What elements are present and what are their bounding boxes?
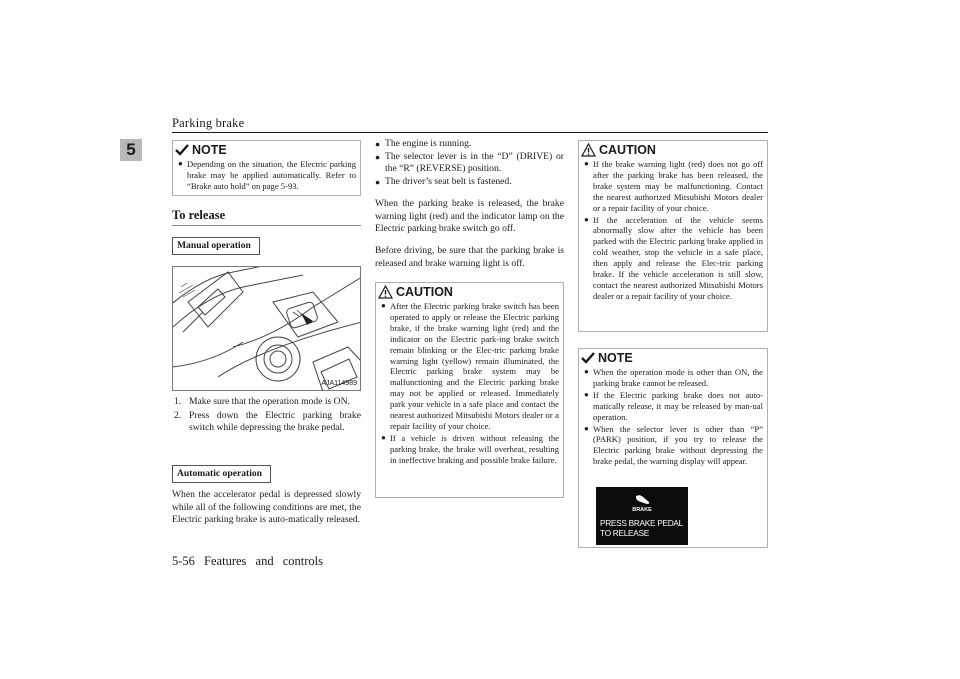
note-item: ● Depending on the situation, the Electric parking brake may be applied automatically. Refer to “Brake auto hold” on page 5-93. <box>178 159 356 191</box>
page-number: 5-56 <box>172 554 195 568</box>
note-label: NOTE <box>598 351 633 365</box>
note-item: ● If the Electric parking brake does not auto-matically release, it may be released by man-ual operation. <box>584 389 763 422</box>
caution-triangle-icon <box>378 285 393 299</box>
caution-triangle-icon <box>581 143 596 157</box>
switch-figure <box>172 266 361 391</box>
chapter-number: 5 <box>126 140 136 159</box>
bullet-dot-icon: ● <box>375 151 381 162</box>
section-rule <box>172 225 361 226</box>
bullet-dot-icon: ● <box>584 389 589 399</box>
list-item: ● The selector lever is in the “D” (DRIVE) or the “R” (REVERSE) position. <box>375 150 564 175</box>
display-message-line1: PRESS BRAKE PEDAL <box>600 518 683 528</box>
note-check-icon <box>175 143 189 157</box>
section-heading-release: To release <box>172 208 226 222</box>
parking-switch-illustration <box>173 267 361 391</box>
page-footer <box>172 554 323 569</box>
caution-item: ● If the brake warning light (red) does not go off after the parking brake has been released, the brake system may be malfunctioning. Contact the nearest authorized Mitsubishi Motors dealer or a repair facility of your choice. <box>584 159 763 213</box>
release-paragraph: When the parking brake is released, the brake warning light (red) and the indicator lamp on the Electric parking brake switch go off. <box>375 198 564 235</box>
list-item: ● The engine is running. <box>375 138 472 149</box>
brake-warning-display <box>596 487 688 545</box>
display-message-line2: TO RELEASE <box>600 528 649 538</box>
note-label: NOTE <box>192 143 227 157</box>
steps-list <box>172 396 361 435</box>
note-item: ● When the operation mode is other than ON, the parking brake cannot be released. <box>584 367 763 388</box>
bullet-dot-icon: ● <box>584 159 589 168</box>
manual-operation-label: Manual operation <box>172 237 260 255</box>
display-icon-label: BRAKE <box>632 507 652 513</box>
automatic-operation-text: When the accelerator pedal is depressed slowly while all of the following conditions are met, the Electric parking brake is auto-matically released. <box>172 489 361 526</box>
header-rule <box>172 132 768 133</box>
note-check-icon <box>581 351 595 365</box>
list-item: 2. Press down the Electric parking brake switch while depressing the brake pedal. <box>174 409 361 434</box>
caution-item: ● After the Electric parking brake switch has been operated to apply or release the Electric parking brake, if the brake warning light (red) and the indicator on the Electric park-ing brake switch remain blinking or the Elec-tric parking brake warning light (yellow) remain illuminated, the Electric parking brake system may be malfunctioning and the Electric parking brake may not be applied or released. Immediately park your vehicle in a safe place and contact the nearest authorized Mitsubishi Motors dealer or a repair facility of your choice. <box>381 301 559 431</box>
bullet-dot-icon: ● <box>584 214 589 224</box>
bullet-dot-icon: ● <box>178 159 183 168</box>
list-item: ● The driver’s seat belt is fastened. <box>375 175 512 187</box>
bullet-dot-icon: ● <box>375 176 381 187</box>
bullet-dot-icon: ● <box>381 301 386 310</box>
note-box-right <box>578 348 768 548</box>
page-header-title: Parking brake <box>172 116 245 130</box>
bullet-dot-icon: ● <box>584 423 589 433</box>
note-box-top <box>172 140 361 196</box>
bullet-dot-icon: ● <box>375 139 381 149</box>
caution-label: CAUTION <box>599 143 656 157</box>
note-item: ● When the selector lever is other than “P” (PARK) position, if you try to release the Electric parking brake without depressing the brake pedal, the warning display will appear. <box>584 423 763 467</box>
list-item: 1. Make sure that the operation mode is ON. <box>174 396 350 407</box>
footer-section: Features and controls <box>204 554 323 568</box>
conditions-list <box>375 138 564 188</box>
caution-box-middle <box>375 282 564 498</box>
figure-code: AJA114989 <box>321 380 357 387</box>
foot-brake-icon <box>634 493 652 505</box>
caution-item: ● If a vehicle is driven without releasing the parking brake, the brake will overheat, resulting in ineffective braking and possible brake failure. <box>381 432 559 465</box>
bullet-dot-icon: ● <box>584 367 589 376</box>
automatic-operation-label: Automatic operation <box>172 465 271 483</box>
caution-label: CAUTION <box>396 285 453 299</box>
caution-box-right <box>578 140 768 332</box>
before-driving-paragraph: Before driving, be sure that the parking brake is released and brake warning light is off. <box>375 245 564 269</box>
caution-item: ● If the acceleration of the vehicle seems abnormally slow after the vehicle has been parked with the Electric parking brake applied in cold weather, stop the vehicle in a safe place, then apply and release the Elec-tric parking brake. If the vehicle acceleration is still slow, contact the nearest authorized Mitsubishi Motors dealer or a repair facility of your choice. <box>584 214 763 301</box>
bullet-dot-icon: ● <box>381 432 386 442</box>
